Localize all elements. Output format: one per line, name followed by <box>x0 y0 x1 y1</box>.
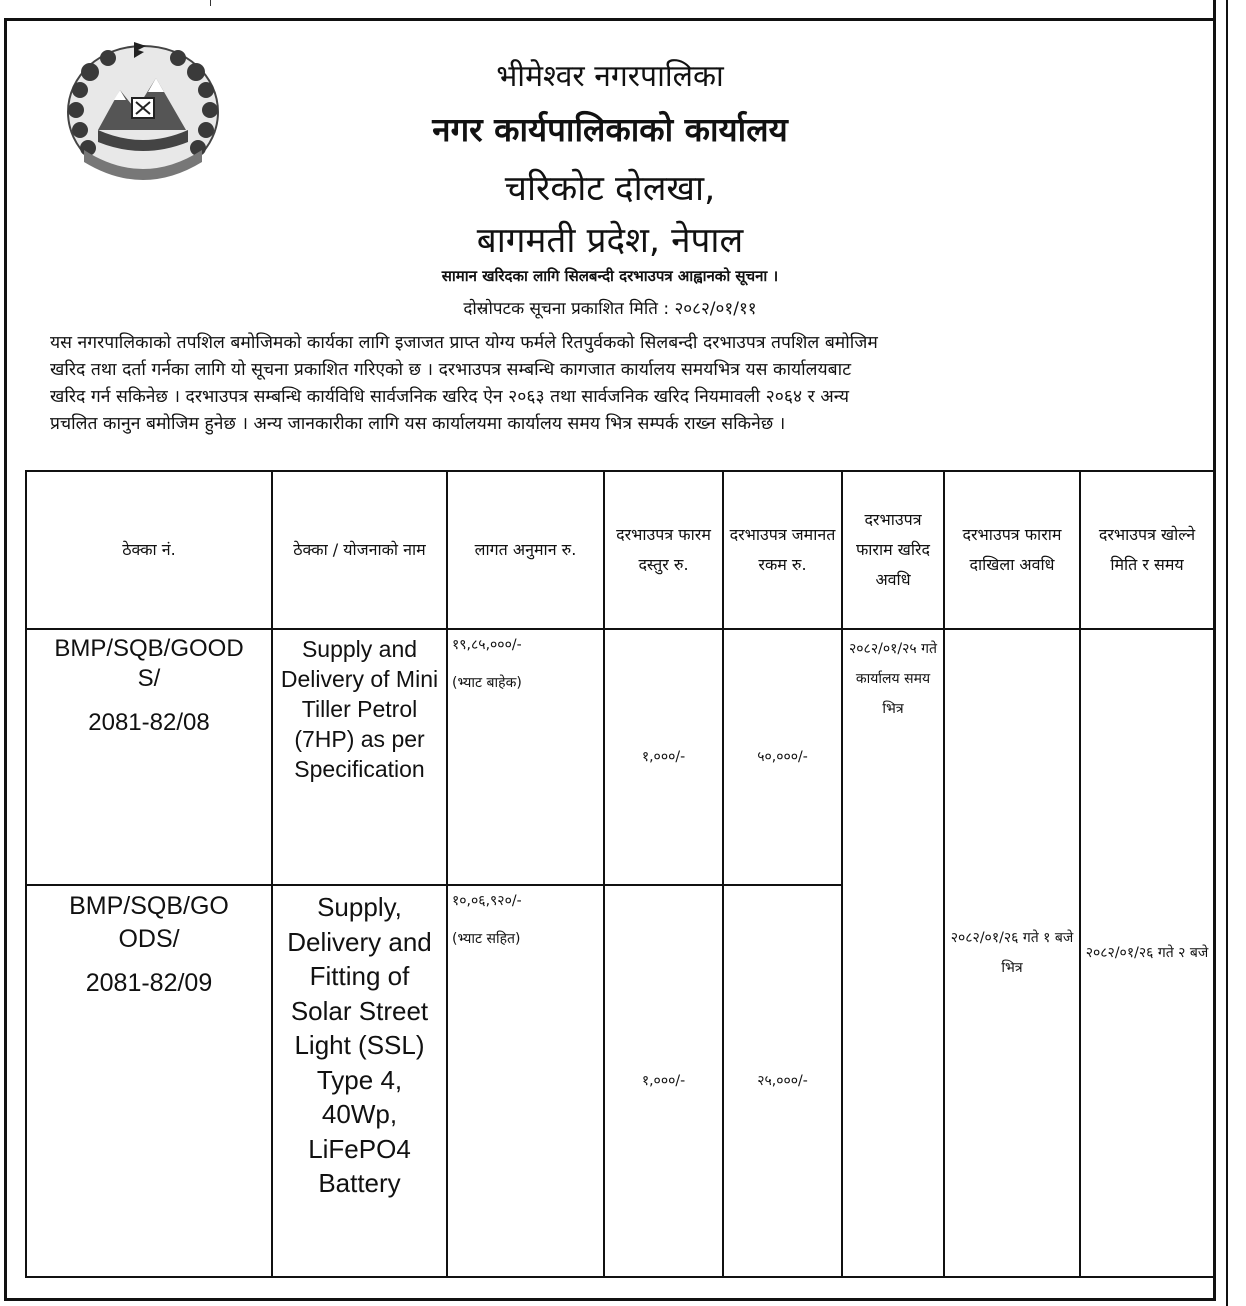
page-border-bottom <box>4 1298 1216 1301</box>
bid-security-cell: २५,०००/- <box>723 885 842 1277</box>
header-form-fee: दरभाउपत्र फारम दस्तुर रु. <box>604 471 723 629</box>
project-name-cell: Supply, Delivery and Fitting of Solar Street Light (SSL) Type 4, 40Wp, LiFePO4 Battery <box>272 885 447 1277</box>
form-fee-cell: १,०००/- <box>604 629 723 885</box>
estimate-vat-note: (भ्याट बाहेक) <box>452 675 522 691</box>
contract-code: BMP/SQB/GOODS/ <box>54 635 244 692</box>
office-name: नगर कार्यपालिकाको कार्यालय <box>432 110 788 149</box>
paragraph-line: प्रचलित कानुन बमोजिम हुनेछ । अन्य जानकारीका लागि यस कार्यालयमा कार्यालय समय भित्र सम्पर्क राख्न सकिनेछ । <box>50 414 786 434</box>
paragraph-line: खरिद गर्न सकिनेछ । दरभाउपत्र सम्बन्धि कार्यविधि सार्वजनिक खरिद ऐन २०६३ तथा सार्वजनिक खरिद नियमावली २०६४ र अन्य <box>50 387 850 407</box>
outer-border-right <box>1226 0 1228 1306</box>
form-fee-cell: १,०००/- <box>604 885 723 1277</box>
tender-table <box>25 470 1215 1278</box>
purchase-period-text: २०८२/०१/२५ गते कार्यालय समय भित्र <box>849 641 937 717</box>
page-border-left <box>4 18 7 1301</box>
paragraph-line: यस नगरपालिकाको तपशिल बमोजिमको कार्यका लागि इजाजत प्राप्त योग्य फर्मले रितपुर्वकको सिलबन्दी दरभाउपत्र तपशिल बमोजिम <box>50 333 878 353</box>
address-line-1: चरिकोट दोलखा, <box>504 169 716 209</box>
cost-estimate-cell <box>447 629 604 885</box>
header-purchase-period: दरभाउपत्र फाराम खरिद अवधि <box>842 471 944 629</box>
publish-date: दोस्रोपटक सूचना प्रकाशित मिति : २०८२/०१/११ <box>463 299 757 319</box>
estimate-amount: १९,८५,०००/- <box>452 637 522 653</box>
address-line-2: बागमती प्रदेश, नेपाल <box>476 221 744 261</box>
cost-estimate-cell <box>447 885 604 1277</box>
contract-year: 2081-82/09 <box>85 969 213 997</box>
opening-date-text: २०८२/०१/२६ गते २ बजे <box>1085 945 1209 961</box>
header-contract-no: ठेक्का नं. <box>26 471 272 629</box>
header-opening-date: दरभाउपत्र खोल्ने मिति र समय <box>1080 471 1214 629</box>
notice-title: सामान खरिदका लागि सिलबन्दी दरभाउपत्र आह्वानको सूचना । <box>441 267 779 285</box>
submission-period-cell <box>944 629 1080 1277</box>
nepal-emblem-icon <box>58 38 228 188</box>
header-bid-security: दरभाउपत्र जमानत रकम रु. <box>723 471 842 629</box>
contract-no-cell <box>26 629 272 885</box>
contract-no-cell <box>26 885 272 1277</box>
bid-security-cell: ५०,०००/- <box>723 629 842 885</box>
header-cost-estimate: लागत अनुमान रु. <box>447 471 604 629</box>
header-submission-period: दरभाउपत्र फाराम दाखिला अवधि <box>944 471 1080 629</box>
contract-year: 2081-82/08 <box>88 709 210 736</box>
page-border-top <box>4 18 1216 21</box>
table-header-row <box>26 471 1214 629</box>
project-name-cell: Supply and Delivery of Mini Tiller Petrol (7HP) as per Specification <box>272 629 447 885</box>
top-mark <box>210 0 211 6</box>
header-project-name: ठेक्का / योजनाको नाम <box>272 471 447 629</box>
estimate-vat-note: (भ्याट सहित) <box>452 931 521 947</box>
paragraph-line: खरिद तथा दर्ता गर्नका लागि यो सूचना प्रकाशित गरिएको छ । दरभाउपत्र सम्बन्धि कागजात कार्यालय समयभित्र यस कार्यालयबाट <box>50 360 852 380</box>
estimate-amount: १०,०६,९२०/- <box>452 893 522 909</box>
table-row <box>26 629 1214 885</box>
contract-code: BMP/SQB/GOODS/ <box>69 892 229 953</box>
notice-paragraph <box>50 330 1160 438</box>
purchase-period-cell <box>842 629 944 1277</box>
submission-period-text: २०८२/०१/२६ गते १ बजे भित्र <box>950 930 1074 976</box>
opening-date-cell <box>1080 629 1214 1277</box>
municipality-name: भीमेश्वर नगरपालिका <box>496 59 724 94</box>
